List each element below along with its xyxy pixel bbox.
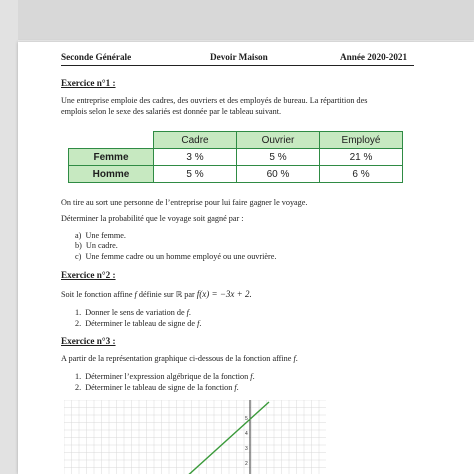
table-cell: 6 %	[320, 166, 403, 183]
function-var: f	[250, 372, 253, 381]
header-title: Devoir Maison	[210, 52, 268, 62]
list-text: Un cadre.	[85, 241, 118, 250]
function-formula: f(x) = −3x + 2.	[196, 289, 252, 299]
table-row	[69, 149, 403, 166]
table-col-header: Cadre	[154, 132, 237, 149]
table-header-row	[69, 132, 403, 149]
intro-text: Soit le fonction affine	[61, 290, 133, 299]
list-marker: a)	[75, 231, 82, 240]
table-row	[69, 166, 403, 183]
exercise-2-intro	[61, 289, 252, 300]
table-cell: 5 %	[237, 149, 320, 166]
list-item	[75, 241, 118, 250]
list-item	[75, 231, 126, 240]
exercise-2-title: Exercice n°2 :	[61, 270, 116, 280]
table-col-header: Ouvrier	[237, 132, 320, 149]
exercise-3-title: Exercice n°3 :	[61, 336, 116, 346]
exercise-1-intro-line-2: emplois selon le sexe des salariés est donnée par le tableau suivant.	[61, 107, 282, 116]
table-cell: 21 %	[320, 149, 403, 166]
punct: .	[295, 354, 298, 363]
graph-grid	[64, 400, 326, 474]
document-page	[18, 42, 474, 474]
header-year: Année 2020-2021	[340, 52, 408, 62]
function-var: f	[293, 354, 296, 363]
list-marker: c)	[75, 252, 82, 261]
exercise-3-intro	[61, 353, 298, 364]
list-item	[75, 308, 191, 317]
intro-text: par	[184, 290, 195, 299]
table-cell: 3 %	[154, 149, 237, 166]
list-text: Une femme cadre ou un homme employé ou une ouvrière.	[85, 252, 277, 261]
table-row-header: Femme	[69, 149, 154, 166]
list-text: Donner le sens de variation de	[85, 308, 185, 317]
screen-left-margin	[0, 0, 18, 474]
y-tick-label: 3	[245, 446, 248, 452]
intro-text: définie sur	[138, 290, 174, 299]
list-item	[75, 252, 276, 261]
list-text: Une femme.	[85, 231, 126, 240]
distribution-table	[68, 131, 403, 183]
list-text: Déterminer le tableau de signe de	[85, 319, 196, 328]
punct: .	[199, 319, 202, 328]
list-text: Déterminer l’expression algébrique de la fonction	[85, 372, 249, 381]
y-tick-label: 2	[245, 461, 248, 467]
function-graph	[64, 400, 326, 474]
exercise-1-intro-line-1: Une entreprise emploie des cadres, des ouvriers et des employés de bureau. La répartition des	[61, 96, 368, 105]
exercise-1-title: Exercice n°1 :	[61, 78, 116, 88]
punct: .	[188, 308, 191, 317]
punct: .	[236, 383, 239, 392]
function-var: f	[234, 383, 237, 392]
header-class: Seconde Générale	[61, 52, 132, 62]
y-tick-label: 5	[245, 416, 248, 422]
list-text: Déterminer le tableau de signe de la fonction	[85, 383, 233, 392]
exercise-1-question: Déterminer la probabilité que le voyage soit gagné par :	[61, 214, 244, 223]
list-marker: 1.	[75, 372, 82, 381]
header-rule	[61, 65, 414, 66]
function-var: f	[134, 290, 137, 299]
list-marker: 1.	[75, 308, 82, 317]
list-item	[75, 319, 201, 328]
list-marker: 2.	[75, 383, 82, 392]
intro-text: A partir de la représentation graphique ci-dessous de la fonction affine	[61, 354, 292, 363]
real-set-symbol: ℝ	[175, 289, 183, 299]
punct: .	[252, 372, 255, 381]
list-marker: b)	[75, 241, 82, 250]
screen-top-bar	[0, 0, 474, 40]
table-row-header: Homme	[69, 166, 154, 183]
list-marker: 2.	[75, 319, 82, 328]
function-var: f	[197, 319, 200, 328]
list-item	[75, 383, 239, 392]
table-corner	[69, 132, 154, 149]
list-item	[75, 372, 255, 381]
table-cell: 60 %	[237, 166, 320, 183]
exercise-1-draw-text: On tire au sort une personne de l’entreprise pour lui faire gagner le voyage.	[61, 198, 308, 207]
table-col-header: Employé	[320, 132, 403, 149]
table-cell: 5 %	[154, 166, 237, 183]
function-var: f	[186, 308, 189, 317]
y-tick-label: 4	[245, 431, 248, 437]
